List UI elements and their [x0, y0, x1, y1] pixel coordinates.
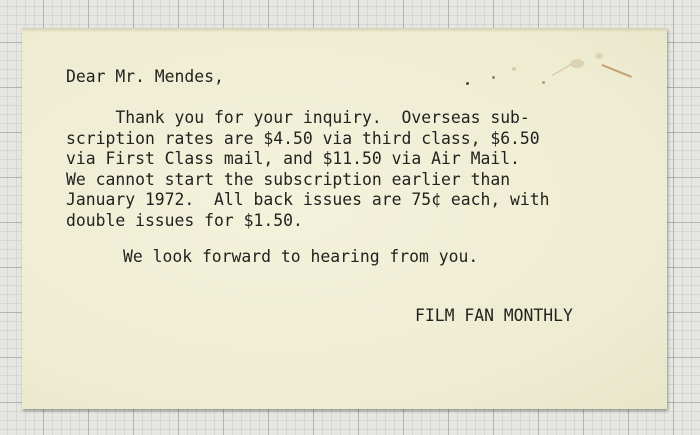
body-line: January 1972. All back issues are 75¢ each, with	[66, 190, 550, 209]
body-line: Thank you for your inquiry. Overseas sub-	[66, 108, 530, 127]
stain-spot	[542, 81, 545, 84]
body-line: scription rates are $4.50 via third class, $6.50	[66, 128, 540, 148]
scratch-mark	[602, 64, 632, 78]
postcard	[22, 28, 667, 409]
letter-signature: FILM FAN MONTHLY	[415, 306, 573, 325]
letter-closing: We look forward to hearing from you.	[123, 247, 479, 266]
stain-spot	[570, 59, 584, 68]
stain-spot	[466, 82, 469, 85]
letter-body	[66, 108, 550, 231]
stain-spot	[595, 53, 603, 59]
body-line: double issues for $1.50.	[66, 210, 303, 230]
letter-greeting: Dear Mr. Mendes,	[66, 67, 224, 86]
body-line: We cannot start the subscription earlier than	[66, 169, 511, 189]
scratch-mark	[552, 64, 572, 76]
stain-spot	[492, 76, 495, 79]
stain-spot	[512, 67, 516, 71]
body-line: via First Class mail, and $11.50 via Air Mail.	[66, 149, 520, 168]
card-top-edge	[22, 29, 667, 32]
